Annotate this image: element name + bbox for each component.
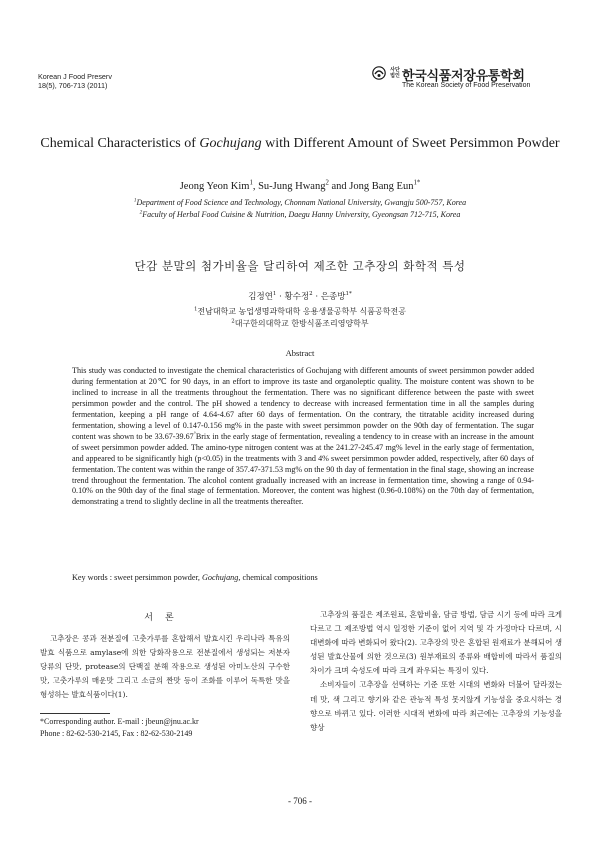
ko-author-1: 김정연: [248, 292, 273, 302]
keywords-label: Key words: [72, 573, 108, 582]
affiliation-1-mark: 1: [133, 197, 137, 204]
body-left-column: 고추장은 콩과 전분질에 고춧가루를 혼합해서 발효시킨 우리나라 특유의 발효 식품으로 amylase에 의한 당화작용으로 전분질에서 생성되는 저분자 당류의 단맛, protease의 단백질 분해 작용으로 생성된 아미노산의 구수한 맛, 고춧가루의 매운맛 그리고 소금의 짠맛 등이 조화를 이루어 독특한 맛을 형성하는 발효식품이다(1).: [40, 634, 290, 700]
journal-volume: 18(5), 706-713 (2011): [38, 81, 108, 90]
footnote-corresponding: *Corresponding author. E-mail : jbeun@jnu.ac.kr: [40, 717, 199, 726]
author-1: Jeong Yeon Kim: [179, 181, 250, 192]
affiliation-2-text: Faculty of Herbal Food Cuisine & Nutrition, Daegu Hanny University, Gyeongsan 712-715, Korea: [142, 210, 461, 219]
affiliation-1: [60, 198, 540, 207]
abstract-body: [72, 366, 534, 508]
ko-author-1-mark: 1: [272, 291, 277, 298]
author-3: and Jong Bang Eun: [328, 181, 414, 192]
footnote-divider: [40, 713, 110, 714]
abstract-part-1: This study was conducted to investigate the chemical characteristics of Gochujang with different amounts of sweet persimmon powder added during fermentation at 20℃ for 90 days, in an effort to improve its taste and organoleptic quality. The moisture content was shown to be inclined to increase in all the treatments throughout the fermentation. There was no significant difference between the paste with sweet persimmon powder and the control. The pH showed a tendency to decrease with increased fermentation time in all the samples during fermentation, keeping a pH range of 4.64-4.67 after 60 days of fermentation. On the contrary, the titratable acidity increased during fermentation, showing a level of 0.147-0.156 mg% in the paste with sweet persimmon powder on the 90th day of fermentation. The sugar content was shown to be 33.67-39.67: [72, 366, 534, 441]
abstract-part-2: Brix in the early stage of fermentation, revealing a tendency to in crease with an increase in the amount of sweet persimmon powder added. The amino-type nitrogen content was at the 241.27-245.47 mg% level in the early stage of fermentation, and appeared to be significantly high (p<0.05) in the treatments with 3 and 4% sweet persimmon powder added, respectively, after 60 days of fermentation. The content was within the range of 357.47-371.53 mg% on the 90 th day of fermentation in the final stage, showing an increase trend throughout the fermentation. The alcohol content gradually increased with an increase in fermentation time, showing a range of 0.94-0.10% on the 90th day of the final stage of fermentation. Moreover, the content was highest (0.96-0.108%) on the 70th day of fermentation, demonstrating a trend to slightly decline in all the treatments thereafter.: [72, 431, 534, 507]
keywords-colon: :: [107, 573, 115, 582]
footnote-contact: Phone : 82-62-530-2145, Fax : 82-62-530-2149: [40, 728, 193, 738]
ko-author-3: · 은종방: [312, 292, 346, 302]
society-prefix: 사단법인: [390, 67, 400, 79]
affiliation-2-mark: 2: [139, 209, 143, 216]
korean-affiliation-2: [40, 318, 560, 329]
ko-affiliation-1-mark: 1: [194, 306, 198, 313]
title-part-1: Chemical Characteristics of: [40, 136, 200, 151]
society-logo: [372, 66, 562, 94]
ko-affiliation-1-text: 전남대학교 농업생명과학대학 응용생물공학부 식품공학전공: [197, 307, 406, 316]
keyword-1: sweet persimmon powder,: [114, 573, 202, 582]
abstract-degree: °: [193, 431, 196, 438]
korean-affiliation-1: [40, 306, 560, 317]
affiliation-2: [60, 210, 540, 219]
title-part-2: with Different Amount of Sweet Persimmon Powder: [261, 136, 560, 151]
page-number: - 706 -: [288, 796, 312, 806]
right-paragraph-2: 소비자들이 고추장을 선택하는 기준 또한 시대의 변화와 더불어 달라졌는데 맛, 색 그리고 향기와 같은 관능적 특성 못지않게 기능성을 중요시하는 경향으로 바뀌고 있다. 이러한 시대적 변화에 따라 최근에는 고추장의 기능성을 향상: [310, 680, 562, 732]
affiliation-1-text: Department of Food Science and Technology, Chonnam National University, Gwangju 500-757, Korea: [136, 198, 467, 207]
author-3-mark: 1*: [413, 179, 421, 187]
keyword-2: Gochujang: [201, 573, 239, 582]
ko-affiliation-2-text: 대구한의대학교 한방식품조리영양학부: [234, 319, 369, 328]
paper-title: [40, 134, 560, 153]
abstract-heading: Abstract: [285, 348, 315, 358]
ko-affiliation-2-mark: 2: [231, 318, 235, 325]
section-heading-introduction: 서론: [144, 613, 186, 623]
ko-author-2-mark: 2: [309, 291, 313, 298]
author-list: [40, 181, 560, 192]
society-name-korean: 한국식품저장유통학회: [402, 69, 525, 84]
korean-title: 단감 분말의 첨가비율을 달리하여 제조한 고추장의 화학적 특성: [134, 259, 466, 273]
keyword-3: , chemical compositions: [238, 573, 318, 582]
author-1-mark: 1: [249, 179, 253, 187]
right-paragraph-1: 고추장의 품질은 제조원료, 혼합비율, 담금 방법, 담금 시기 등에 따라 크게 다르고 그 제조방법 역시 일정한 기준이 없어 지역 및 각 가정마다 다르며, 시대변화에 따라 변화되어 왔다(2). 고추장의 맛은 혼합된 원재료가 분해되어 생성된 발효산물에 의한 것으로(3) 원부재료의 종류와 배합비에 따라서 품질의 차이가 크며 숙성도에 따라 크게 좌우되는 특징이 있다.: [310, 610, 562, 676]
ko-author-3-mark: 1*: [345, 291, 352, 298]
society-name-english: The Korean Society of Food Preservation: [402, 82, 531, 89]
footnote: [40, 716, 199, 739]
author-2-mark: 2: [325, 179, 329, 187]
journal-name: Korean J Food Preserv: [38, 72, 112, 81]
ko-author-2: · 황수정: [276, 292, 310, 302]
title-italic: Gochujang: [199, 136, 262, 151]
author-2: , Su-Jung Hwang: [252, 181, 326, 192]
journal-citation: [38, 72, 112, 90]
keywords: [72, 573, 318, 582]
body-right-column: [310, 608, 562, 735]
society-emblem-icon: [372, 66, 386, 80]
korean-author-list: [40, 290, 560, 302]
